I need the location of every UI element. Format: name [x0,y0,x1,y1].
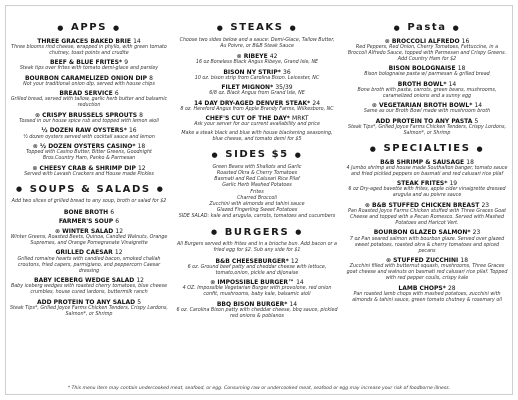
item-description: Baby iceberg wedges with roasted cherry tomatoes, blue cheese crumbles, house cured lardons, buttermilk ranch [10,284,168,296]
item-price: MRKT [292,115,309,123]
item-description: Not your traditional onion dip, served with house chips [23,81,155,87]
item-title [10,299,168,306]
item-description: Bone broth with pasta, carrots, green beans, mushrooms, caramelized onions and a sunny egg [357,87,497,99]
item-name: BONE BROTH [63,208,109,216]
item-name: ADD PROTEIN TO ANY PASTA [375,117,473,125]
heading-dot-icon: ● [210,228,219,237]
section-heading [346,143,508,155]
side-item: Zucchini with almonds and tahini sauce [209,202,305,207]
item-description: 8 oz. Hereford Angus from Apple Brandy Farms, Wilkesboro, NC [180,106,334,112]
menu-item [346,65,508,78]
item-description: Grilled romaine hearts with candied bacon, smoked challah croutons, fried capers, parmigiano, and peppercorn Caesar dressing [17,256,161,274]
item-price: 14 [133,37,141,45]
item-name: BBQ BISON BURGER* [216,300,288,308]
menu-item [346,202,508,227]
heading-dot-icon: ● [393,23,402,32]
item-price: 18 [457,65,466,73]
item-name: ADD PROTEIN TO ANY SALAD [36,298,136,306]
section-title: APPS [71,22,107,33]
item-name: STUFFED ZUCCHINI [393,256,459,264]
item-name: STEAK FRITES* [396,180,448,188]
section-heading [10,22,168,34]
footnote: * This menu item may contain undercooked meat, seafood, or egg. Consuming raw or undercooked meat, seafood or egg may increase your risk of foodborne illness. [67,386,451,391]
item-name: B&B CHEESEBURGER* [215,257,289,265]
heading-dot-icon: ● [295,228,304,237]
menu-item [176,301,338,320]
menu-item [10,112,168,125]
section-intro: Make a steak black and blue with house blackening seasoning, blue cheese, and tomato demi for $5 [181,130,333,143]
menu-item [346,229,508,254]
item-description: Served with Lavash Crackers and House made Pickles [24,171,154,177]
vegetarian-mark-icon: ⊗ [371,102,377,110]
side-item: SIDE SALAD: kale and arugula, carrots, tomatoes and cucumbers [178,214,336,220]
item-title [346,159,508,166]
item-description: Topped with Casino Butter, Bitter Greens, Goodnight Bros.Country Ham, Panko & Parmesan [26,150,152,162]
menu-column-1 [10,20,168,382]
item-name: BROTH BOWL* [397,80,447,88]
item-title [176,100,338,107]
item-price: 16 [461,37,470,45]
item-name: BABY ICEBERG WEDGE SALAD [34,276,135,284]
menu-item [10,75,168,88]
item-description: 16 oz Boneless Black Angus Ribeye, Grand Isle, NE [195,60,319,66]
item-description: 6 oz Dry-aged bavette with frites, apple cider vinaigrette dressed arugula and au poivre sauce [348,187,506,199]
menu-item [10,165,168,178]
item-description: 6 oz. Ground beef patty and cheddar cheese with lettuce, tomato,onion, pickle and dijonaise [187,264,327,276]
vegetarian-mark-icon: ⊗ [54,227,60,235]
heading-dot-icon: ● [289,23,298,32]
item-title [10,38,168,45]
item-title [10,249,168,256]
side-item: Basmati and Red Calusari Rice Pilaf [214,177,300,183]
heading-dot-icon: ● [16,185,24,194]
item-price: 23 [481,201,490,209]
side-item: Glazed Fingerling Sweet Potatoes [216,208,298,214]
heading-dot-icon: ● [369,144,378,153]
menu-item [10,90,168,109]
vegetarian-mark-icon: ⊗ [32,143,38,151]
menu-item [346,102,508,115]
item-description: Pan roasted lamb chops with mashed potatoes, zucchini with almonds & tahini sauce, green tomato chutney & rosemary oil [352,291,502,303]
menu-item [10,38,168,57]
item-title [346,81,508,88]
item-description: Grilled bread, served with tallow, garlic herb butter and balsamic reduction [10,97,168,109]
item-price: 42 [269,52,278,60]
item-description: 10 oz. bison strip from Carolina Bison. Leicester, NC [194,75,320,81]
menu-item [176,100,338,113]
vegetarian-mark-icon: ⊗ [385,256,391,264]
menu-item [10,277,168,296]
item-name: WINTER SALAD [62,227,114,235]
item-price: 28 [447,284,456,292]
item-title [346,285,508,292]
menu-column-2 [176,20,338,382]
item-description: ½ dozen oysters served with cocktail sauce and lemon [23,134,155,140]
section-intro: Add two slices of grilled bread to any soup, broth or salad for $2 [11,199,167,205]
item-description: Pan Roasted Joyce Farms Chicken stuffed with Three Graces Goat Cheese and topped with a Pecan Romesco. Served with Mashed Potatoes and Haricot Vert. [347,208,507,226]
item-description: Steak tips over frites with tomato demi-glace and parsley [19,66,159,72]
section-heading [176,149,338,161]
item-title [10,112,168,119]
item-name: B&B STUFFED CHICKEN BREAST [372,201,480,209]
section-heading [10,184,168,196]
menu-item [176,53,338,66]
item-name: CHEF'S CUT OF THE DAY* [205,115,290,123]
item-price: 36 [283,68,291,76]
menu-item [176,258,338,277]
section-title: SIDES $5 [225,149,289,161]
item-title [10,218,168,225]
item-title [10,228,168,235]
heading-dot-icon: ● [452,23,461,32]
vegetarian-mark-icon: ⊗ [35,111,41,119]
item-price: 8 [149,74,153,82]
item-name: BISON NY STRIP* [223,68,281,76]
item-price: 14 [474,102,483,110]
item-name: LAMB CHOPS* [398,284,446,292]
section-intro: Choose two sides below and a sauce: Demi-Glace, Tallow Butter, Au Poivre, or B&B Steak Sauce [179,37,335,49]
item-title [10,209,168,216]
item-description: Tossed in our house spice rub and topped with lemon aioli [19,119,159,125]
menu-item [346,257,508,282]
item-name: CHEESY CRAB & SHRIMP DIP [39,164,136,172]
item-price: 5 [137,298,142,306]
menu-item [346,159,508,178]
item-price: 19 [449,180,458,188]
menu-item [346,285,508,304]
item-name: BROCCOLI ALFREDO [391,37,460,45]
item-price: 18 [460,256,469,264]
side-item: Roasted Okra & Cherry Tomatoes [216,170,298,176]
item-price: 12 [137,164,146,172]
item-description: Steak Tips*, Grilled Joyce Farms Chicken Tenders, Crispy Lordons, Salmon*, or Shrimp [348,125,506,137]
heading-dot-icon: ● [156,185,165,194]
menu-item [10,209,168,216]
vegetarian-mark-icon: ⊗ [384,37,390,45]
item-description: Bison bolognaise pasta w/ parmesan & grilled bread [364,72,490,78]
item-title [10,165,168,172]
item-name: RIBEYE [243,52,268,60]
item-name: CRISPY BRUSSELS SPROUTS [42,111,138,119]
section-heading [176,22,338,34]
item-title [176,301,338,308]
item-price: 12 [115,227,124,235]
item-description: Same as our Broth Bowl made with mushroom broth [363,109,491,115]
item-price: 35/39 [275,84,293,92]
item-name: BISON BOLOGNAISE [388,65,456,73]
section-heading [176,227,338,239]
vegetarian-mark-icon: ⊗ [236,52,242,60]
item-price: 9 [124,59,129,67]
section-heading [346,22,508,34]
menu-item [346,81,508,100]
menu-item [346,38,508,63]
item-description: Three blooms rind cheese, wrapped in phyllo, with green tomato chutney, toast points and crudite [11,44,167,56]
item-name: FILET MIGNON* [221,84,274,92]
heading-dot-icon: ● [113,23,121,32]
item-description: Steak Tips*, Grilled Joyce Farms Chicken Tenders, Crispy Lardons, Salmon*, or Shrimp [10,305,168,317]
heading-dot-icon: ● [294,150,303,159]
menu-item [10,143,168,162]
item-price: 8 [139,111,143,119]
menu-item [176,115,338,128]
heading-dot-icon: ● [216,23,225,32]
item-price: 6 [114,90,119,98]
item-price: 18 [137,143,146,151]
item-name: THREE GRACES BAKED BRIE [37,37,131,45]
menu-item [10,249,168,274]
item-description: Winter Greens, Roasted Beets, Quinoa, Candied Walnuts, Orange Supremes, and Orange Pomegranate Vinaigrette [10,234,168,246]
item-name: GRILLED CAESAR [55,249,113,257]
section-title: STEAKS [230,22,284,33]
item-price: 12 [114,249,123,257]
menu-item [176,84,338,97]
side-item: Green Beans with Shallots and Garlic [212,164,302,170]
item-description: 7 oz Pan seared salmon with bourbon glaze. Served over glazed sweet potatoes, roasted okra & cherry tomatoes and spiced pecans [349,236,505,254]
item-price: 23 [472,229,481,237]
item-description: Ask your server for our current availability and price [194,122,320,128]
menu-column-3 [346,20,508,382]
item-description: Red Peppers, Red Onion, Cherry Tomatoes, Fettuccine, in a Broccoli Alfredo Sauce, topped with Parmesan and Crispy Greens. Add Country Ham for $2 [347,44,507,62]
vegetarian-mark-icon: ⊗ [364,201,370,209]
section-intro: All Burgers served with frites and in a brioche bun. Add bacon or a fried egg for $2. Sub any side for $1 [176,242,337,254]
item-title [346,229,508,236]
item-title [10,75,168,82]
section-title: BURGERS [224,226,290,238]
item-name: VEGETARIAN BROTH BOWL* [378,102,473,110]
item-description: 6 oz. Carolina Bison patty with cheddar cheese, bbq sauce, pickled red onions & poblanos [176,307,338,319]
item-name: ½ DOZEN OYSTERS CASINO* [39,143,136,151]
item-price: 16 [128,127,137,135]
menu-item [10,127,168,140]
section-title: Pasta [407,22,447,33]
item-description: 4 Jumbo shrimp and house made Southalton banger, tomato sauce and fried pickled peppers on basmati and red calusari rice pilaf [346,165,508,177]
item-name: IMPOSSIBLE BURGER™ [217,279,294,287]
item-description: 6/8 oz. Black Angus from Grand Isle, NE [209,91,305,97]
item-price: 12 [136,276,144,284]
item-name: BOURBON CARAMELIZED ONION DIP [24,74,148,82]
item-price: 18 [466,158,474,166]
item-price: 5 [474,117,479,125]
side-item: Garlic Herb Mashed Potatoes [222,183,292,189]
item-price: 24 [312,99,321,107]
side-item: Charred Broccoli [237,195,277,201]
menu-item [346,180,508,199]
item-description: 4 OZ. Impossible Vegetarian Burger with provolone, red onion confit, mushrooms, baby kale, balsamic aioli [182,286,332,298]
menu-item [10,228,168,247]
item-title [176,69,338,76]
item-title [346,118,508,125]
item-name: BREAD SERVICE [59,90,113,98]
menu-item [10,218,168,225]
vegetarian-mark-icon: ⊗ [210,279,216,287]
menu-item [176,69,338,82]
sides-list [176,165,338,221]
item-name: B&B SHRIMP & SAUSAGE [380,158,465,166]
heading-dot-icon: ● [211,150,220,159]
item-title [346,202,508,209]
item-name: 14 DAY DRY-AGED DENVER STEAK* [193,99,311,107]
item-price: 14 [289,300,298,308]
item-name: BEEF & BLUE FRITES* [49,59,123,67]
vegetarian-mark-icon: ⊗ [32,164,38,172]
item-title [346,38,508,45]
menu-item [346,118,508,137]
item-name: BOURBON GLAZED SALMON* [373,229,471,237]
item-title [176,258,338,265]
item-name: ½ DOZEN RAW OYSTERS* [41,127,127,135]
section-title: SPECIALTIES [383,143,471,155]
menu-item [10,59,168,72]
item-title [10,127,168,134]
item-description: Zucchini filled with butternut squash, mushrooms, Three Graces goat cheese and walnuts on basmati red calusari rice pilaf. Topped with red pepper coulis, crispy kale [346,264,508,282]
menu-item [10,299,168,318]
item-price: 12 [290,257,299,265]
side-item: Frites [250,189,264,195]
heading-dot-icon: ● [57,23,65,32]
item-price: 6 [115,218,120,226]
item-name: FARMER'S SOUP [58,218,114,226]
item-price: 14 [296,279,304,287]
section-title: SOUPS & SALADS [29,183,151,195]
item-price: 6 [110,208,115,216]
menu-item [176,279,338,298]
heading-dot-icon: ● [476,144,485,153]
item-price: 14 [448,80,457,88]
